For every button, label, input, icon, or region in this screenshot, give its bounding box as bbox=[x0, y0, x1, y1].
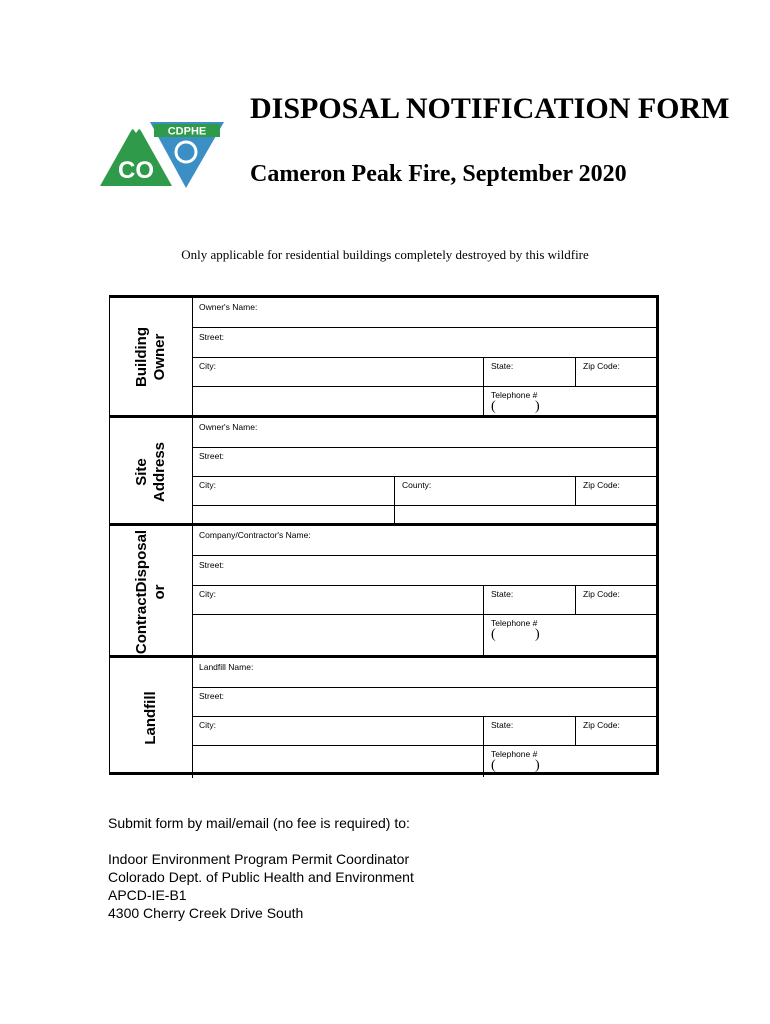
landfill-city-field[interactable] bbox=[192, 716, 484, 745]
contractor-phone-row bbox=[192, 614, 658, 656]
phone-area-code: ( ) bbox=[491, 758, 540, 773]
logo-text-co: CO bbox=[118, 157, 154, 184]
field-label: Zip Code: bbox=[583, 480, 620, 490]
submit-instruction: Submit form by mail/email (no fee is required) to: bbox=[108, 815, 410, 831]
submission-instructions bbox=[108, 814, 414, 922]
address-line-4: 4300 Cherry Creek Drive South bbox=[108, 905, 304, 921]
section-label-contractor: ContractDisposal or bbox=[133, 529, 168, 655]
section-side bbox=[110, 526, 193, 658]
field-label: City: bbox=[199, 589, 216, 599]
disposal-form bbox=[109, 295, 659, 775]
cdphe-logo bbox=[98, 118, 226, 190]
field-label: Zip Code: bbox=[583, 589, 620, 599]
landfill-phone-row bbox=[192, 745, 658, 777]
landfill-telephone-field[interactable] bbox=[484, 745, 658, 777]
section-label-site-address: Site Address bbox=[133, 441, 168, 503]
site-city-field[interactable] bbox=[192, 476, 395, 505]
section-side bbox=[110, 298, 193, 415]
landfill-street-field[interactable] bbox=[192, 687, 658, 717]
owner-city-field[interactable] bbox=[192, 357, 484, 386]
section-side bbox=[110, 658, 193, 778]
address-line-1: Indoor Environment Program Permit Coordinator bbox=[108, 851, 410, 867]
field-label: Street: bbox=[199, 451, 225, 461]
page-title: DISPOSAL NOTIFICATION FORM bbox=[250, 92, 730, 125]
contractor-street-field[interactable] bbox=[192, 556, 658, 586]
section-label-landfill: Landfill bbox=[142, 691, 159, 745]
contractor-zip-field[interactable] bbox=[576, 585, 658, 614]
page-subtitle: Cameron Peak Fire, September 2020 bbox=[250, 161, 627, 187]
field-label: State: bbox=[491, 589, 514, 599]
field-label: State: bbox=[491, 720, 514, 730]
field-label: Owner's Name: bbox=[199, 302, 258, 312]
site-city-county-zip-row bbox=[192, 476, 658, 506]
field-label: Company/Contractor's Name: bbox=[199, 530, 311, 540]
field-label: City: bbox=[199, 361, 216, 371]
section-label-building-owner: Building Owner bbox=[133, 326, 168, 387]
field-label: Owner's Name: bbox=[199, 422, 258, 432]
landfill-name-field[interactable] bbox=[192, 658, 658, 688]
logo-text-cdphe: CDPHE bbox=[167, 125, 207, 138]
logo-mountain-icon bbox=[128, 122, 144, 133]
section-contractor bbox=[110, 523, 659, 658]
contractor-city-state-zip-row bbox=[192, 585, 658, 615]
section-building-owner bbox=[110, 298, 659, 415]
landfill-state-field[interactable] bbox=[484, 716, 576, 745]
owner-zip-field[interactable] bbox=[576, 357, 658, 386]
site-zip-field[interactable] bbox=[576, 476, 658, 505]
owner-blank-cell bbox=[192, 386, 484, 415]
field-label: Zip Code: bbox=[583, 720, 620, 730]
contractor-state-field[interactable] bbox=[484, 585, 576, 614]
field-label: City: bbox=[199, 480, 216, 490]
owner-phone-row bbox=[192, 386, 658, 415]
landfill-zip-field[interactable] bbox=[576, 716, 658, 745]
phone-area-code: ( ) bbox=[491, 627, 540, 642]
field-label: Zip Code: bbox=[583, 361, 620, 371]
owner-telephone-field[interactable] bbox=[484, 386, 658, 415]
field-label: Telephone # bbox=[491, 749, 538, 759]
field-label: Street: bbox=[199, 560, 225, 570]
field-label: County: bbox=[402, 480, 432, 490]
site-street-field[interactable] bbox=[192, 447, 658, 477]
field-label: City: bbox=[199, 720, 216, 730]
site-owner-name-field[interactable] bbox=[192, 418, 658, 448]
field-label: Street: bbox=[199, 691, 225, 701]
landfill-blank-cell bbox=[192, 745, 484, 777]
section-landfill bbox=[110, 655, 659, 778]
field-label: Telephone # bbox=[491, 390, 538, 400]
contractor-blank-cell bbox=[192, 614, 484, 656]
section-site-address bbox=[110, 415, 659, 526]
landfill-city-state-zip-row bbox=[192, 716, 658, 746]
address-line-3: APCD-IE-B1 bbox=[108, 887, 187, 903]
field-label: Landfill Name: bbox=[199, 662, 254, 672]
owner-street-field[interactable] bbox=[192, 328, 658, 358]
field-label: State: bbox=[491, 361, 514, 371]
contractor-telephone-field[interactable] bbox=[484, 614, 658, 656]
address-line-2: Colorado Dept. of Public Health and Environment bbox=[108, 869, 414, 885]
field-label: Telephone # bbox=[491, 618, 538, 628]
field-label: Street: bbox=[199, 332, 225, 342]
contractor-name-field[interactable] bbox=[192, 526, 658, 556]
section-side bbox=[110, 418, 193, 526]
site-county-field[interactable] bbox=[395, 476, 576, 505]
applicability-note: Only applicable for residential buildings completely destroyed by this wildfire bbox=[181, 247, 589, 262]
owner-city-state-zip-row bbox=[192, 357, 658, 387]
owner-name-field[interactable] bbox=[192, 298, 658, 328]
owner-state-field[interactable] bbox=[484, 357, 576, 386]
contractor-city-field[interactable] bbox=[192, 585, 484, 614]
phone-area-code: ( ) bbox=[491, 399, 540, 414]
